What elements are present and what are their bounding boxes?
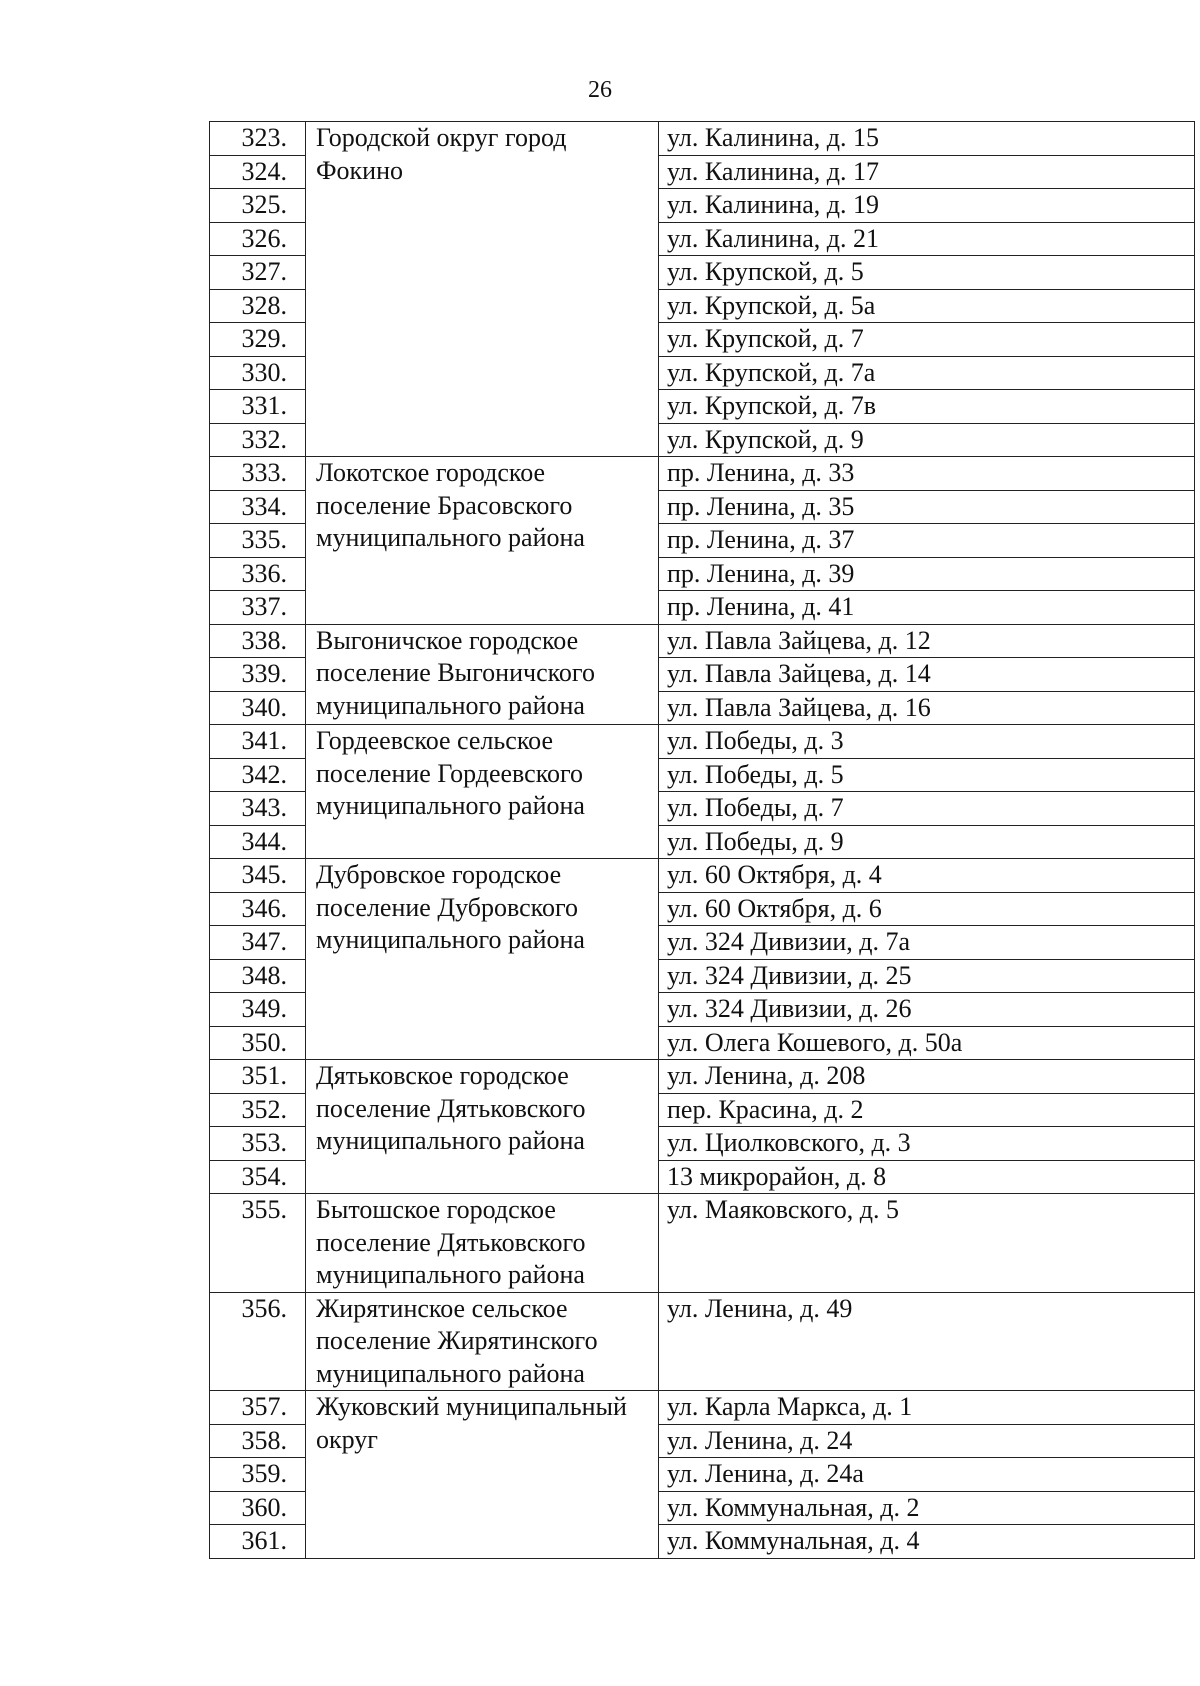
table-row bbox=[210, 1194, 1195, 1293]
address: пр. Ленина, д. 41 bbox=[659, 591, 1195, 625]
row-number: 359. bbox=[210, 1458, 306, 1492]
address: 13 микрорайон, д. 8 bbox=[659, 1160, 1195, 1194]
table-row bbox=[210, 1292, 1195, 1391]
row-number: 332. bbox=[210, 423, 306, 457]
table-row bbox=[210, 1391, 1195, 1425]
address: ул. Крупской, д. 9 bbox=[659, 423, 1195, 457]
row-number: 334. bbox=[210, 490, 306, 524]
address: ул. Калинина, д. 19 bbox=[659, 189, 1195, 223]
address: ул. Коммунальная, д. 2 bbox=[659, 1491, 1195, 1525]
address: пр. Ленина, д. 35 bbox=[659, 490, 1195, 524]
row-number: 327. bbox=[210, 256, 306, 290]
address: ул. Павла Зайцева, д. 16 bbox=[659, 691, 1195, 725]
row-number: 361. bbox=[210, 1525, 306, 1559]
row-number: 331. bbox=[210, 390, 306, 424]
address: ул. Коммунальная, д. 4 bbox=[659, 1525, 1195, 1559]
address: ул. Карла Маркса, д. 1 bbox=[659, 1391, 1195, 1425]
table-row bbox=[210, 122, 1195, 156]
address-table bbox=[209, 121, 1195, 1559]
row-number: 347. bbox=[210, 926, 306, 960]
row-number: 352. bbox=[210, 1093, 306, 1127]
row-number: 350. bbox=[210, 1026, 306, 1060]
address: ул. 60 Октября, д. 6 bbox=[659, 892, 1195, 926]
address: ул. Маяковского, д. 5 bbox=[659, 1194, 1195, 1293]
address: ул. Калинина, д. 17 bbox=[659, 155, 1195, 189]
row-number: 326. bbox=[210, 222, 306, 256]
table-row bbox=[210, 1060, 1195, 1094]
address: пр. Ленина, д. 39 bbox=[659, 557, 1195, 591]
address: ул. Павла Зайцева, д. 12 bbox=[659, 624, 1195, 658]
address: ул. Ленина, д. 24а bbox=[659, 1458, 1195, 1492]
row-number: 335. bbox=[210, 524, 306, 558]
address: ул. Ленина, д. 24 bbox=[659, 1424, 1195, 1458]
row-number: 345. bbox=[210, 859, 306, 893]
address: ул. Ленина, д. 49 bbox=[659, 1292, 1195, 1391]
address-table-body bbox=[210, 122, 1195, 1559]
address: ул. Олега Кошевого, д. 50а bbox=[659, 1026, 1195, 1060]
address: ул. Калинина, д. 15 bbox=[659, 122, 1195, 156]
row-number: 346. bbox=[210, 892, 306, 926]
row-number: 342. bbox=[210, 758, 306, 792]
address: ул. Победы, д. 3 bbox=[659, 725, 1195, 759]
address: ул. 60 Октября, д. 4 bbox=[659, 859, 1195, 893]
address: пер. Красина, д. 2 bbox=[659, 1093, 1195, 1127]
municipality-name: Гордеевское сельское поселение Гордеевского муниципального района bbox=[306, 725, 659, 859]
municipality-name: Жуковский муниципальный округ bbox=[306, 1391, 659, 1559]
row-number: 360. bbox=[210, 1491, 306, 1525]
address: пр. Ленина, д. 33 bbox=[659, 457, 1195, 491]
row-number: 330. bbox=[210, 356, 306, 390]
address: ул. Крупской, д. 7а bbox=[659, 356, 1195, 390]
municipality-name: Городской округ город Фокино bbox=[306, 122, 659, 457]
address: ул. Калинина, д. 21 bbox=[659, 222, 1195, 256]
row-number: 337. bbox=[210, 591, 306, 625]
municipality-name: Жирятинское сельское поселение Жирятинского муниципального района bbox=[306, 1292, 659, 1391]
row-number: 324. bbox=[210, 155, 306, 189]
municipality-name: Локотское городское поселение Брасовского муниципального района bbox=[306, 457, 659, 625]
row-number: 323. bbox=[210, 122, 306, 156]
page-number: 26 bbox=[588, 77, 612, 103]
address: ул. Победы, д. 7 bbox=[659, 792, 1195, 826]
row-number: 355. bbox=[210, 1194, 306, 1293]
row-number: 339. bbox=[210, 658, 306, 692]
address: ул. Победы, д. 5 bbox=[659, 758, 1195, 792]
address: ул. 324 Дивизии, д. 26 bbox=[659, 993, 1195, 1027]
municipality-name: Дятьковское городское поселение Дятьковского муниципального района bbox=[306, 1060, 659, 1194]
row-number: 338. bbox=[210, 624, 306, 658]
municipality-name: Бытошское городское поселение Дятьковского муниципального района bbox=[306, 1194, 659, 1293]
row-number: 354. bbox=[210, 1160, 306, 1194]
row-number: 349. bbox=[210, 993, 306, 1027]
table-row bbox=[210, 725, 1195, 759]
row-number: 333. bbox=[210, 457, 306, 491]
address: ул. Крупской, д. 7в bbox=[659, 390, 1195, 424]
table-row bbox=[210, 859, 1195, 893]
address: ул. 324 Дивизии, д. 25 bbox=[659, 959, 1195, 993]
municipality-name: Выгоничское городское поселение Выгоничского муниципального района bbox=[306, 624, 659, 725]
row-number: 351. bbox=[210, 1060, 306, 1094]
address: ул. 324 Дивизии, д. 7а bbox=[659, 926, 1195, 960]
address: пр. Ленина, д. 37 bbox=[659, 524, 1195, 558]
row-number: 348. bbox=[210, 959, 306, 993]
row-number: 328. bbox=[210, 289, 306, 323]
row-number: 344. bbox=[210, 825, 306, 859]
row-number: 357. bbox=[210, 1391, 306, 1425]
municipality-name: Дубровское городское поселение Дубровского муниципального района bbox=[306, 859, 659, 1060]
address: ул. Победы, д. 9 bbox=[659, 825, 1195, 859]
address: ул. Циолковского, д. 3 bbox=[659, 1127, 1195, 1161]
address: ул. Крупской, д. 5а bbox=[659, 289, 1195, 323]
address: ул. Ленина, д. 208 bbox=[659, 1060, 1195, 1094]
table-row bbox=[210, 624, 1195, 658]
row-number: 358. bbox=[210, 1424, 306, 1458]
row-number: 329. bbox=[210, 323, 306, 357]
row-number: 325. bbox=[210, 189, 306, 223]
row-number: 353. bbox=[210, 1127, 306, 1161]
row-number: 336. bbox=[210, 557, 306, 591]
row-number: 343. bbox=[210, 792, 306, 826]
row-number: 340. bbox=[210, 691, 306, 725]
address: ул. Павла Зайцева, д. 14 bbox=[659, 658, 1195, 692]
address: ул. Крупской, д. 7 bbox=[659, 323, 1195, 357]
table-row bbox=[210, 457, 1195, 491]
address: ул. Крупской, д. 5 bbox=[659, 256, 1195, 290]
row-number: 356. bbox=[210, 1292, 306, 1391]
row-number: 341. bbox=[210, 725, 306, 759]
